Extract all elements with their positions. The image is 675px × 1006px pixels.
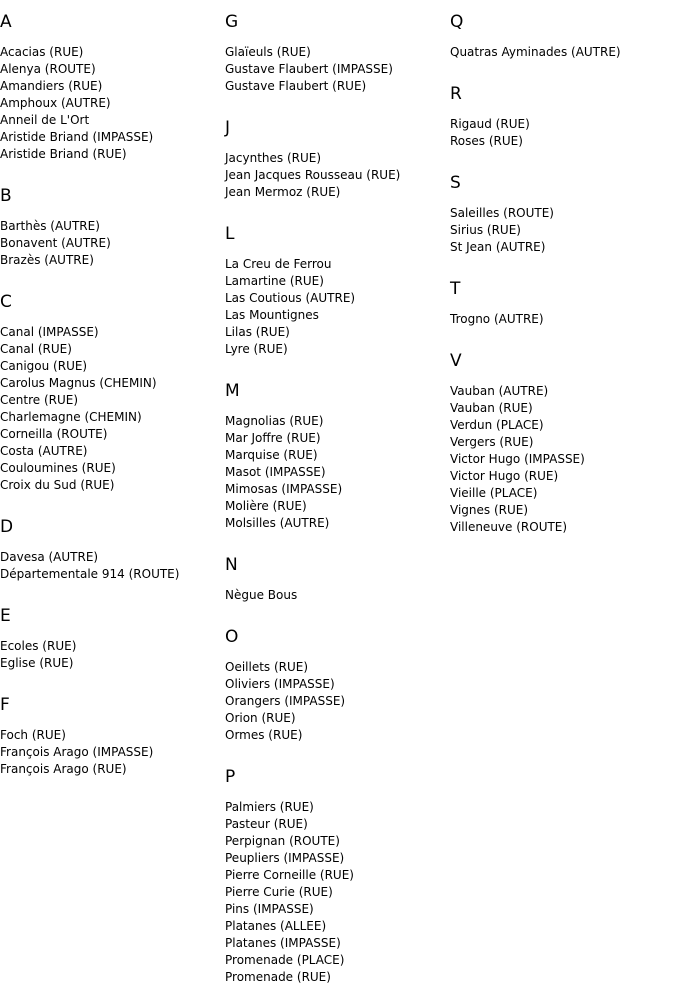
street-list xyxy=(450,44,675,61)
street-list xyxy=(225,587,450,604)
letter-section xyxy=(225,381,450,532)
letter-section xyxy=(450,279,675,328)
letter-section xyxy=(0,186,225,269)
street-list xyxy=(0,324,225,494)
street-link[interactable]: Mimosas (IMPASSE) xyxy=(225,482,343,496)
section-letter-heading: N xyxy=(225,555,238,575)
street-index-column-3 xyxy=(450,0,675,536)
section-letter-heading: C xyxy=(0,292,12,312)
street-link[interactable]: Davesa (AUTRE) xyxy=(0,550,99,564)
street-link[interactable]: Amphoux (AUTRE) xyxy=(0,96,111,110)
street-link[interactable]: Molsilles (AUTRE) xyxy=(225,516,330,530)
street-link[interactable]: François Arago (IMPASSE) xyxy=(0,745,154,759)
letter-section xyxy=(450,84,675,150)
section-letter-heading: F xyxy=(0,695,10,715)
street-link[interactable]: Acacias (RUE) xyxy=(0,45,84,59)
street-link[interactable]: Pierre Curie (RUE) xyxy=(225,885,333,899)
street-link[interactable]: Peupliers (IMPASSE) xyxy=(225,851,345,865)
letter-section xyxy=(225,224,450,358)
street-link[interactable]: Charlemagne (CHEMIN) xyxy=(0,410,142,424)
street-link[interactable]: Nègue Bous xyxy=(225,588,298,602)
street-link[interactable]: Costa (AUTRE) xyxy=(0,444,88,458)
street-link[interactable]: Villeneuve (ROUTE) xyxy=(450,520,568,534)
section-letter-heading: E xyxy=(0,606,11,626)
street-link[interactable]: Oeillets (RUE) xyxy=(225,660,309,674)
street-link[interactable]: Vieille (PLACE) xyxy=(450,486,538,500)
street-link[interactable]: Amandiers (RUE) xyxy=(0,79,103,93)
street-list xyxy=(225,659,450,744)
street-link[interactable]: Aristide Briand (IMPASSE) xyxy=(0,130,154,144)
street-link[interactable]: Vauban (AUTRE) xyxy=(450,384,549,398)
street-link[interactable]: Marquise (RUE) xyxy=(225,448,318,462)
street-link[interactable]: Glaïeuls (RUE) xyxy=(225,45,311,59)
street-link[interactable]: Orion (RUE) xyxy=(225,711,296,725)
street-list xyxy=(0,218,225,269)
section-letter-heading: Q xyxy=(450,12,464,32)
street-link[interactable]: Rigaud (RUE) xyxy=(450,117,530,131)
street-link[interactable]: Pierre Corneille (RUE) xyxy=(225,868,354,882)
street-index-column-1 xyxy=(0,0,225,778)
street-list xyxy=(0,549,225,583)
letter-section xyxy=(225,12,450,95)
street-link[interactable]: Eglise (RUE) xyxy=(0,656,74,670)
street-link[interactable]: Ecoles (RUE) xyxy=(0,639,77,653)
street-link[interactable]: Canigou (RUE) xyxy=(0,359,88,373)
street-link[interactable]: Trogno (AUTRE) xyxy=(450,312,544,326)
street-link[interactable]: Barthès (AUTRE) xyxy=(0,219,100,233)
street-list xyxy=(0,727,225,778)
letter-section xyxy=(225,627,450,744)
section-letter-heading: J xyxy=(225,118,231,138)
street-link[interactable]: Lilas (RUE) xyxy=(225,325,290,339)
street-link[interactable]: Croix du Sud (RUE) xyxy=(0,478,115,492)
street-link[interactable]: Roses (RUE) xyxy=(450,134,523,148)
street-link[interactable]: Brazès (AUTRE) xyxy=(0,253,94,267)
street-link[interactable]: Mar Joffre (RUE) xyxy=(225,431,321,445)
street-link[interactable]: Lyre (RUE) xyxy=(225,342,288,356)
street-link[interactable]: Centre (RUE) xyxy=(0,393,79,407)
street-link[interactable]: Victor Hugo (RUE) xyxy=(450,469,559,483)
street-list xyxy=(225,150,450,201)
street-link[interactable]: Sirius (RUE) xyxy=(450,223,521,237)
street-link[interactable]: Magnolias (RUE) xyxy=(225,414,324,428)
letter-section xyxy=(450,173,675,256)
letter-section xyxy=(0,12,225,163)
street-link[interactable]: Verdun (PLACE) xyxy=(450,418,544,432)
street-link[interactable]: Platanes (ALLEE) xyxy=(225,919,327,933)
street-link[interactable]: Promenade (RUE) xyxy=(225,970,331,984)
street-link[interactable]: Promenade (PLACE) xyxy=(225,953,345,967)
section-letter-heading: G xyxy=(225,12,239,32)
street-link[interactable]: Victor Hugo (IMPASSE) xyxy=(450,452,585,466)
street-link[interactable]: Lamartine (RUE) xyxy=(225,274,324,288)
street-list xyxy=(225,256,450,358)
section-letter-heading: S xyxy=(450,173,461,193)
street-link[interactable]: Départementale 914 (ROUTE) xyxy=(0,567,180,581)
street-link[interactable]: Oliviers (IMPASSE) xyxy=(225,677,335,691)
letter-section xyxy=(450,12,675,61)
street-link[interactable]: St Jean (AUTRE) xyxy=(450,240,546,254)
section-letter-heading: V xyxy=(450,351,462,371)
section-letter-heading: M xyxy=(225,381,240,401)
street-link[interactable]: Canal (RUE) xyxy=(0,342,72,356)
street-list xyxy=(225,799,450,986)
street-link[interactable]: Anneil de L'Ort xyxy=(0,113,90,127)
street-list xyxy=(225,413,450,532)
street-link[interactable]: Carolus Magnus (CHEMIN) xyxy=(0,376,157,390)
section-letter-heading: D xyxy=(0,517,14,537)
street-link[interactable]: Foch (RUE) xyxy=(0,728,66,742)
street-list xyxy=(450,116,675,150)
street-link[interactable]: Las Mountignes xyxy=(225,308,319,322)
section-letter-heading: T xyxy=(450,279,461,299)
street-link[interactable]: Canal (IMPASSE) xyxy=(0,325,99,339)
letter-section xyxy=(0,695,225,778)
street-link[interactable]: La Creu de Ferrou xyxy=(225,257,332,271)
street-list xyxy=(450,205,675,256)
street-link[interactable]: Couloumines (RUE) xyxy=(0,461,116,475)
street-list xyxy=(0,638,225,672)
letter-section xyxy=(225,118,450,201)
street-link[interactable]: Perpignan (ROUTE) xyxy=(225,834,340,848)
section-letter-heading: P xyxy=(225,767,236,787)
street-link[interactable]: Gustave Flaubert (RUE) xyxy=(225,79,367,93)
street-link[interactable]: Vauban (RUE) xyxy=(450,401,533,415)
street-link[interactable]: Corneilla (ROUTE) xyxy=(0,427,108,441)
street-index-column-2 xyxy=(225,0,450,986)
street-link[interactable]: Masot (IMPASSE) xyxy=(225,465,326,479)
street-link[interactable]: Molière (RUE) xyxy=(225,499,307,513)
street-link[interactable]: Saleilles (ROUTE) xyxy=(450,206,554,220)
street-link[interactable]: Vergers (RUE) xyxy=(450,435,534,449)
street-list xyxy=(0,44,225,163)
street-link[interactable]: Vignes (RUE) xyxy=(450,503,529,517)
street-link[interactable]: Aristide Briand (RUE) xyxy=(0,147,127,161)
street-link[interactable]: Pasteur (RUE) xyxy=(225,817,308,831)
letter-section xyxy=(450,351,675,536)
street-link[interactable]: Jean Jacques Rousseau (RUE) xyxy=(225,168,401,182)
letter-section xyxy=(225,767,450,986)
street-link[interactable]: Palmiers (RUE) xyxy=(225,800,314,814)
street-link[interactable]: Orangers (IMPASSE) xyxy=(225,694,346,708)
section-letter-heading: O xyxy=(225,627,239,647)
street-link[interactable]: Platanes (IMPASSE) xyxy=(225,936,341,950)
street-link[interactable]: François Arago (RUE) xyxy=(0,762,127,776)
street-link[interactable]: Las Coutious (AUTRE) xyxy=(225,291,356,305)
section-letter-heading: B xyxy=(0,186,12,206)
street-list xyxy=(450,383,675,536)
street-link[interactable]: Bonavent (AUTRE) xyxy=(0,236,111,250)
letter-section xyxy=(225,555,450,604)
letter-section xyxy=(0,517,225,583)
street-link[interactable]: Quatras Ayminades (AUTRE) xyxy=(450,45,621,59)
street-link[interactable]: Alenya (ROUTE) xyxy=(0,62,96,76)
section-letter-heading: L xyxy=(225,224,235,244)
letter-section xyxy=(0,292,225,494)
section-letter-heading: R xyxy=(450,84,462,104)
section-letter-heading: A xyxy=(0,12,12,32)
street-link[interactable]: Jean Mermoz (RUE) xyxy=(225,185,341,199)
street-link[interactable]: Jacynthes (RUE) xyxy=(225,151,322,165)
street-link[interactable]: Ormes (RUE) xyxy=(225,728,303,742)
street-link[interactable]: Pins (IMPASSE) xyxy=(225,902,314,916)
letter-section xyxy=(0,606,225,672)
street-link[interactable]: Gustave Flaubert (IMPASSE) xyxy=(225,62,393,76)
street-list xyxy=(450,311,675,328)
street-list xyxy=(225,44,450,95)
